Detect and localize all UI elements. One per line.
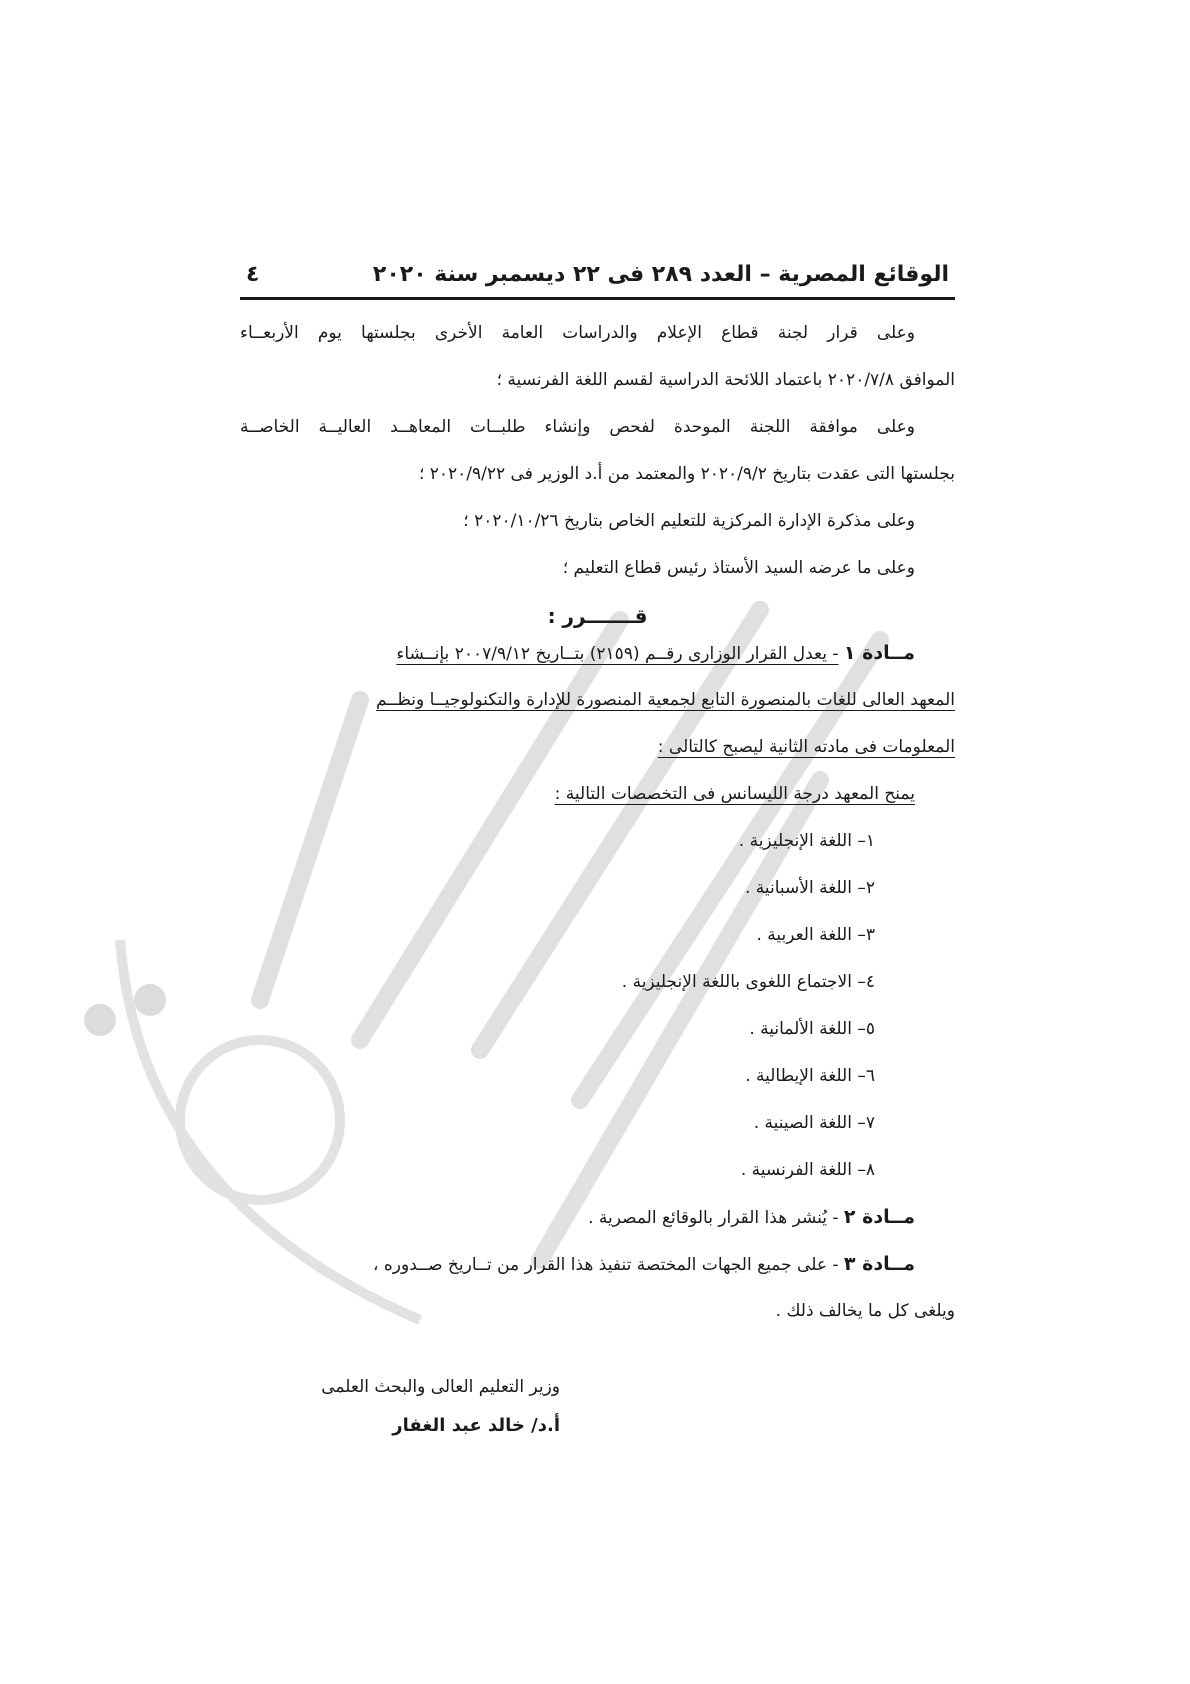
article-2 [240,1206,955,1253]
specialization-item: ٥– اللغة الألمانية . [749,1019,875,1039]
article-3-label: مــادة ٣ [843,1253,915,1275]
article-3-text: - على جميع الجهات المختصة تنفيذ هذا القرار من تــاريخ صــدوره ، [372,1255,839,1275]
article-2-text: - يُنشر هذا القرار بالوقائع المصرية . [588,1208,839,1228]
article-1-line: المعلومات فى مادته الثانية ليصبح كالتالى : [657,737,955,757]
page-number: ٤ [246,262,260,287]
specialization-item: ٣– اللغة العربية . [756,925,875,945]
specializations-heading: يمنح المعهد درجة الليسانس فى التخصصات التالية : [554,784,915,804]
specialization-item: ٤– الاجتماع اللغوى باللغة الإنجليزية . [621,972,875,992]
specialization-item: ٢– اللغة الأسبانية . [744,878,875,898]
decree-heading: قـــــــرر : [547,604,648,628]
preamble-line: بجلستها التى عقدت بتاريخ ٢٠٢٠/٩/٢ والمعتمد من أ.د الوزير فى ٢٠٢٠/٩/٢٢ ؛ [418,464,955,484]
specialization-item: ٨– اللغة الفرنسية . [740,1160,875,1180]
header-title: الوقائع المصرية – العدد ٢٨٩ فى ٢٢ ديسمبر سنة ٢٠٢٠ [372,262,949,287]
specialization-item: ١– اللغة الإنجليزية . [738,831,875,851]
specialization-item: ٧– اللغة الصينية . [753,1113,875,1133]
article-3-line: ويلغى كل ما يخالف ذلك . [775,1301,955,1321]
preamble-line: وعلى موافقة اللجنة الموحدة لفحص وإنشاء طلبــات المعاهــد العاليــة الخاصــة [240,417,915,437]
article-1-text: - يعدل القرار الوزارى رقــم (٢١٥٩) بتــاريخ ٢٠٠٧/٩/١٢ بإنــشاء [396,644,839,664]
article-1-line [240,642,955,689]
article-1-label: مــادة ١ [843,642,915,664]
article-1-line: المعهد العالى للغات بالمنصورة التابع لجمعية المنصورة للإدارة والتكنولوجيــا ونظــم [376,690,955,710]
article-3 [240,1253,955,1300]
signature-title: وزير التعليم العالى والبحث العلمى [321,1377,560,1397]
specialization-item: ٦– اللغة الإيطالية . [745,1066,875,1086]
preamble-line: وعلى قرار لجنة قطاع الإعلام والدراسات العامة الأخرى بجلستها يوم الأربعــاء [240,323,915,343]
article-2-label: مــادة ٢ [843,1206,915,1228]
signature-name: أ.د/ خالد عبد الغفار [392,1415,560,1436]
document-page [240,262,955,1436]
preamble-line: الموافق ٢٠٢٠/٧/٨ باعتماد اللائحة الدراسية لقسم اللغة الفرنسية ؛ [496,370,955,390]
gazette-header [240,262,955,297]
header-divider [240,297,955,300]
preamble-line: وعلى مذكرة الإدارة المركزية للتعليم الخاص بتاريخ ٢٠٢٠/١٠/٢٦ ؛ [463,511,915,531]
preamble-line: وعلى ما عرضه السيد الأستاذ رئيس قطاع التعليم ؛ [562,558,915,578]
signature-block [240,1377,560,1436]
